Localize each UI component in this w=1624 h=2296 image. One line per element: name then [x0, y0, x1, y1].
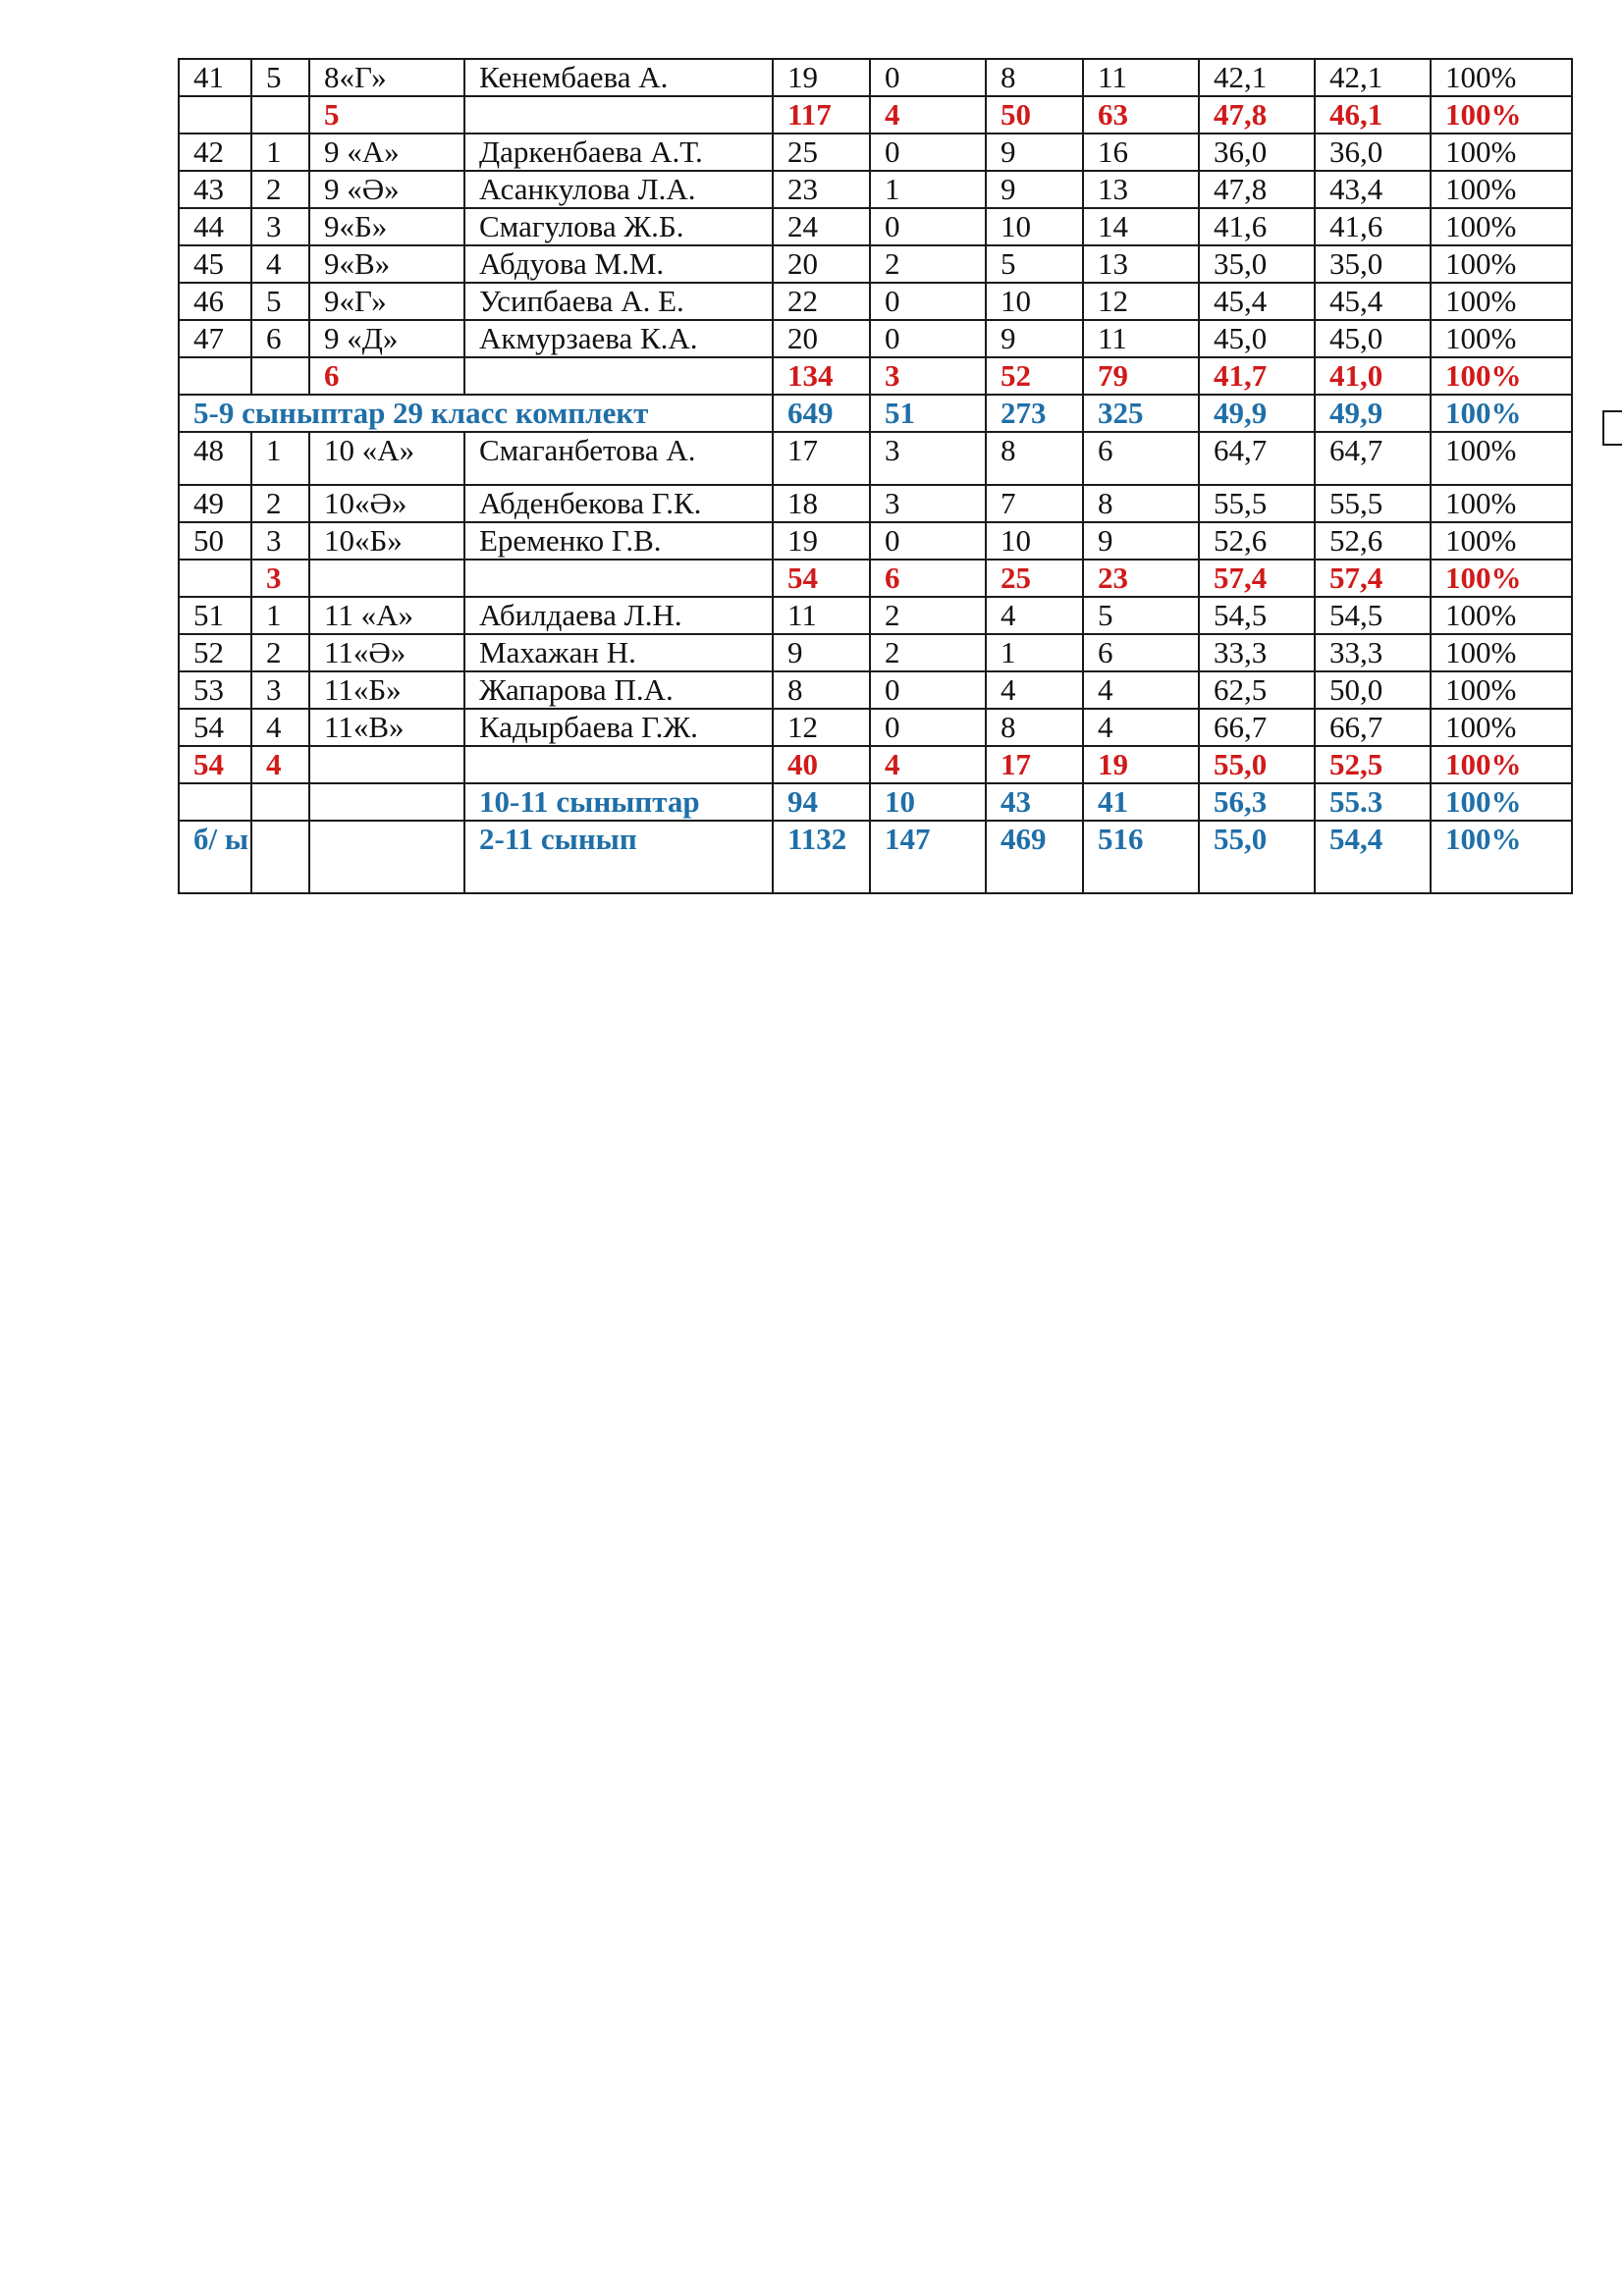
table-cell: 11	[773, 597, 870, 634]
table-cell: 10	[986, 283, 1083, 320]
table-cell: 57,4	[1199, 560, 1315, 597]
table-cell: 1	[251, 133, 309, 171]
table-cell: 100%	[1431, 245, 1572, 283]
table-cell: 325	[1083, 395, 1199, 432]
table-row	[179, 96, 1572, 133]
table-cell: 17	[986, 746, 1083, 783]
table-cell: 1132	[773, 821, 870, 893]
table-cell: 100%	[1431, 171, 1572, 208]
table-row	[179, 485, 1572, 522]
table-cell: 52,6	[1315, 522, 1431, 560]
table-cell: 4	[870, 96, 986, 133]
page-edge-mark	[1602, 410, 1622, 446]
table-cell: Смагулова Ж.Б.	[464, 208, 773, 245]
table-cell: 0	[870, 320, 986, 357]
table-cell: 9	[1083, 522, 1199, 560]
table-cell: 10	[986, 522, 1083, 560]
table-cell: 43	[986, 783, 1083, 821]
grades-table-body	[179, 59, 1572, 893]
table-cell: 8	[986, 709, 1083, 746]
table-cell: 14	[1083, 208, 1199, 245]
table-cell: Даркенбаева А.Т.	[464, 133, 773, 171]
table-cell: 41,7	[1199, 357, 1315, 395]
table-cell: 10 «А»	[309, 432, 464, 485]
table-cell: 11«Ә»	[309, 634, 464, 671]
table-cell: 9	[986, 171, 1083, 208]
table-cell: 36,0	[1315, 133, 1431, 171]
table-cell: 49	[179, 485, 251, 522]
table-cell: 11«Б»	[309, 671, 464, 709]
table-cell: 11	[1083, 320, 1199, 357]
table-cell: 6	[870, 560, 986, 597]
table-cell	[251, 96, 309, 133]
table-cell: 45,0	[1315, 320, 1431, 357]
table-cell: 55,0	[1199, 746, 1315, 783]
table-cell: 33,3	[1315, 634, 1431, 671]
table-cell: 649	[773, 395, 870, 432]
table-cell: 53	[179, 671, 251, 709]
table-cell: 20	[773, 245, 870, 283]
table-cell: 5	[251, 283, 309, 320]
table-cell: 55,5	[1315, 485, 1431, 522]
table-cell: 19	[773, 59, 870, 96]
table-cell: 47	[179, 320, 251, 357]
table-cell: 2	[251, 634, 309, 671]
table-row	[179, 283, 1572, 320]
table-cell: Кадырбаева Г.Ж.	[464, 709, 773, 746]
table-cell: Абденбекова Г.К.	[464, 485, 773, 522]
table-row	[179, 634, 1572, 671]
table-cell: 100%	[1431, 560, 1572, 597]
table-cell: 100%	[1431, 634, 1572, 671]
table-cell: 2	[870, 597, 986, 634]
table-cell	[464, 357, 773, 395]
table-cell: 43,4	[1315, 171, 1431, 208]
table-cell: 10-11 сыныптар	[464, 783, 773, 821]
table-cell: Абдуова М.М.	[464, 245, 773, 283]
table-cell: 100%	[1431, 283, 1572, 320]
table-cell: 64,7	[1315, 432, 1431, 485]
table-cell: 57,4	[1315, 560, 1431, 597]
table-cell: 19	[773, 522, 870, 560]
table-cell: 50,0	[1315, 671, 1431, 709]
table-cell: Смаганбетова А.	[464, 432, 773, 485]
table-row	[179, 746, 1572, 783]
table-cell: 55,0	[1199, 821, 1315, 893]
table-cell: 54	[773, 560, 870, 597]
table-cell: 2	[870, 245, 986, 283]
table-row	[179, 208, 1572, 245]
table-cell	[309, 746, 464, 783]
table-cell: Махажан Н.	[464, 634, 773, 671]
table-cell: 273	[986, 395, 1083, 432]
table-row	[179, 709, 1572, 746]
table-cell: 8	[986, 432, 1083, 485]
table-cell: 1	[251, 432, 309, 485]
table-cell: 9 «Д»	[309, 320, 464, 357]
table-row	[179, 432, 1572, 485]
table-cell: 24	[773, 208, 870, 245]
table-row	[179, 671, 1572, 709]
table-cell: 4	[870, 746, 986, 783]
table-cell: Усипбаева А. Е.	[464, 283, 773, 320]
table-cell	[179, 357, 251, 395]
table-cell: Асанкулова Л.А.	[464, 171, 773, 208]
table-row	[179, 171, 1572, 208]
table-cell: 66,7	[1199, 709, 1315, 746]
table-cell: 46	[179, 283, 251, 320]
table-cell: 100%	[1431, 208, 1572, 245]
table-cell: 52	[986, 357, 1083, 395]
table-cell: 52,6	[1199, 522, 1315, 560]
table-cell: 36,0	[1199, 133, 1315, 171]
table-row	[179, 245, 1572, 283]
table-cell: 13	[1083, 171, 1199, 208]
table-cell: 100%	[1431, 395, 1572, 432]
table-cell: 19	[1083, 746, 1199, 783]
table-cell: 3	[251, 671, 309, 709]
table-cell	[309, 560, 464, 597]
table-cell: 22	[773, 283, 870, 320]
table-cell: 45,4	[1199, 283, 1315, 320]
table-cell: 3	[870, 485, 986, 522]
table-cell: 42	[179, 133, 251, 171]
table-cell: 62,5	[1199, 671, 1315, 709]
table-cell: 6	[1083, 432, 1199, 485]
table-cell: 16	[1083, 133, 1199, 171]
table-row	[179, 597, 1572, 634]
table-cell: 44	[179, 208, 251, 245]
table-cell: 46,1	[1315, 96, 1431, 133]
table-cell: 5	[309, 96, 464, 133]
table-row	[179, 560, 1572, 597]
table-cell	[464, 96, 773, 133]
grades-table	[178, 58, 1573, 894]
table-cell: 47,8	[1199, 96, 1315, 133]
table-cell: 25	[773, 133, 870, 171]
table-cell: 40	[773, 746, 870, 783]
table-cell: 469	[986, 821, 1083, 893]
table-cell: 51	[179, 597, 251, 634]
table-cell: 8	[773, 671, 870, 709]
table-cell: 51	[870, 395, 986, 432]
table-cell: 4	[251, 245, 309, 283]
table-cell: 100%	[1431, 357, 1572, 395]
table-cell: 9«Б»	[309, 208, 464, 245]
table-cell: 1	[986, 634, 1083, 671]
table-cell: 4	[1083, 709, 1199, 746]
table-row	[179, 133, 1572, 171]
table-cell: 2	[251, 171, 309, 208]
table-row	[179, 320, 1572, 357]
table-cell: 11 «А»	[309, 597, 464, 634]
table-cell: 2-11 сынып	[464, 821, 773, 893]
table-cell: 9«В»	[309, 245, 464, 283]
table-cell	[309, 821, 464, 893]
table-cell: 63	[1083, 96, 1199, 133]
table-cell: 134	[773, 357, 870, 395]
table-cell: 41	[1083, 783, 1199, 821]
table-cell: 20	[773, 320, 870, 357]
table-cell: Жапарова П.А.	[464, 671, 773, 709]
table-cell: 100%	[1431, 133, 1572, 171]
table-cell: 0	[870, 208, 986, 245]
table-cell: 9«Г»	[309, 283, 464, 320]
table-cell: 48	[179, 432, 251, 485]
table-cell: 33,3	[1199, 634, 1315, 671]
table-cell: 8	[1083, 485, 1199, 522]
table-cell: 10«Б»	[309, 522, 464, 560]
table-row	[179, 395, 1572, 432]
table-cell: 66,7	[1315, 709, 1431, 746]
table-cell	[251, 357, 309, 395]
table-cell: 3	[870, 357, 986, 395]
table-cell: 35,0	[1199, 245, 1315, 283]
group-total-label: 5-9 сыныптар 29 класс комплект	[179, 395, 773, 432]
table-cell: 41,0	[1315, 357, 1431, 395]
table-cell: 45,0	[1199, 320, 1315, 357]
table-cell: 8«Г»	[309, 59, 464, 96]
table-cell	[179, 560, 251, 597]
table-cell: 0	[870, 283, 986, 320]
table-cell	[309, 783, 464, 821]
table-cell: 6	[1083, 634, 1199, 671]
table-cell: 7	[986, 485, 1083, 522]
table-cell: 54	[179, 746, 251, 783]
table-cell: 52	[179, 634, 251, 671]
table-cell: 147	[870, 821, 986, 893]
table-cell: 100%	[1431, 671, 1572, 709]
table-cell: 100%	[1431, 522, 1572, 560]
table-cell: 3	[251, 522, 309, 560]
table-cell: 9 «Ә»	[309, 171, 464, 208]
table-cell: 2	[251, 485, 309, 522]
table-row	[179, 522, 1572, 560]
table-cell: 47,8	[1199, 171, 1315, 208]
table-cell: 12	[773, 709, 870, 746]
table-cell: 13	[1083, 245, 1199, 283]
table-cell: 42,1	[1199, 59, 1315, 96]
table-cell: 42,1	[1315, 59, 1431, 96]
table-row	[179, 821, 1572, 893]
table-cell: 54,4	[1315, 821, 1431, 893]
table-cell: 45	[179, 245, 251, 283]
table-cell: 0	[870, 59, 986, 96]
table-cell: 3	[870, 432, 986, 485]
table-cell: 117	[773, 96, 870, 133]
table-cell: Акмурзаева К.А.	[464, 320, 773, 357]
table-cell: 23	[1083, 560, 1199, 597]
table-cell: 45,4	[1315, 283, 1431, 320]
table-cell: 9	[773, 634, 870, 671]
table-cell: 35,0	[1315, 245, 1431, 283]
table-cell: 4	[1083, 671, 1199, 709]
table-cell: 11«В»	[309, 709, 464, 746]
table-cell: 10	[986, 208, 1083, 245]
table-cell: 52,5	[1315, 746, 1431, 783]
table-row	[179, 59, 1572, 96]
table-cell: 0	[870, 133, 986, 171]
table-cell: 18	[773, 485, 870, 522]
table-cell: 100%	[1431, 746, 1572, 783]
table-cell: 100%	[1431, 432, 1572, 485]
table-cell: 10«Ә»	[309, 485, 464, 522]
table-cell: Кенембаева А.	[464, 59, 773, 96]
table-cell: 56,3	[1199, 783, 1315, 821]
table-cell: 1	[251, 597, 309, 634]
table-cell: 0	[870, 522, 986, 560]
table-cell: 8	[986, 59, 1083, 96]
table-cell: 100%	[1431, 783, 1572, 821]
table-cell	[251, 783, 309, 821]
table-cell: 100%	[1431, 96, 1572, 133]
table-row	[179, 783, 1572, 821]
table-cell: 79	[1083, 357, 1199, 395]
table-cell: 5	[986, 245, 1083, 283]
table-cell: 49,9	[1315, 395, 1431, 432]
table-cell: 12	[1083, 283, 1199, 320]
table-cell: 50	[179, 522, 251, 560]
table-cell	[179, 96, 251, 133]
table-cell: 9	[986, 133, 1083, 171]
table-cell: 43	[179, 171, 251, 208]
table-cell: 0	[870, 671, 986, 709]
table-cell: 3	[251, 208, 309, 245]
table-cell: 100%	[1431, 320, 1572, 357]
table-cell	[464, 560, 773, 597]
table-cell: 64,7	[1199, 432, 1315, 485]
table-cell: 100%	[1431, 59, 1572, 96]
table-cell: 54,5	[1199, 597, 1315, 634]
table-row	[179, 357, 1572, 395]
table-cell: 4	[986, 597, 1083, 634]
table-cell: 100%	[1431, 821, 1572, 893]
table-cell: 55.3	[1315, 783, 1431, 821]
table-cell: 4	[986, 671, 1083, 709]
table-cell: б/ ы	[179, 821, 251, 893]
table-cell: 100%	[1431, 485, 1572, 522]
table-cell: 5	[251, 59, 309, 96]
table-cell: 17	[773, 432, 870, 485]
table-cell: 25	[986, 560, 1083, 597]
table-cell	[464, 746, 773, 783]
table-cell: 4	[251, 746, 309, 783]
table-cell: 9 «А»	[309, 133, 464, 171]
table-cell: 41,6	[1199, 208, 1315, 245]
table-cell: 50	[986, 96, 1083, 133]
table-cell: 100%	[1431, 597, 1572, 634]
table-cell: 516	[1083, 821, 1199, 893]
table-cell: Абилдаева Л.Н.	[464, 597, 773, 634]
table-cell: 49,9	[1199, 395, 1315, 432]
table-cell: 54,5	[1315, 597, 1431, 634]
table-cell: 6	[309, 357, 464, 395]
table-cell: 9	[986, 320, 1083, 357]
table-cell: 11	[1083, 59, 1199, 96]
table-cell: 94	[773, 783, 870, 821]
table-cell: 3	[251, 560, 309, 597]
table-cell: 54	[179, 709, 251, 746]
table-cell: 0	[870, 709, 986, 746]
table-cell	[251, 821, 309, 893]
table-cell: 6	[251, 320, 309, 357]
table-cell: 2	[870, 634, 986, 671]
table-cell: 55,5	[1199, 485, 1315, 522]
table-cell: 10	[870, 783, 986, 821]
table-cell	[179, 783, 251, 821]
table-cell: 4	[251, 709, 309, 746]
table-cell: 41	[179, 59, 251, 96]
table-cell: 41,6	[1315, 208, 1431, 245]
table-cell: 23	[773, 171, 870, 208]
table-cell: 1	[870, 171, 986, 208]
table-cell: 100%	[1431, 709, 1572, 746]
table-cell: Еременко Г.В.	[464, 522, 773, 560]
table-cell: 5	[1083, 597, 1199, 634]
